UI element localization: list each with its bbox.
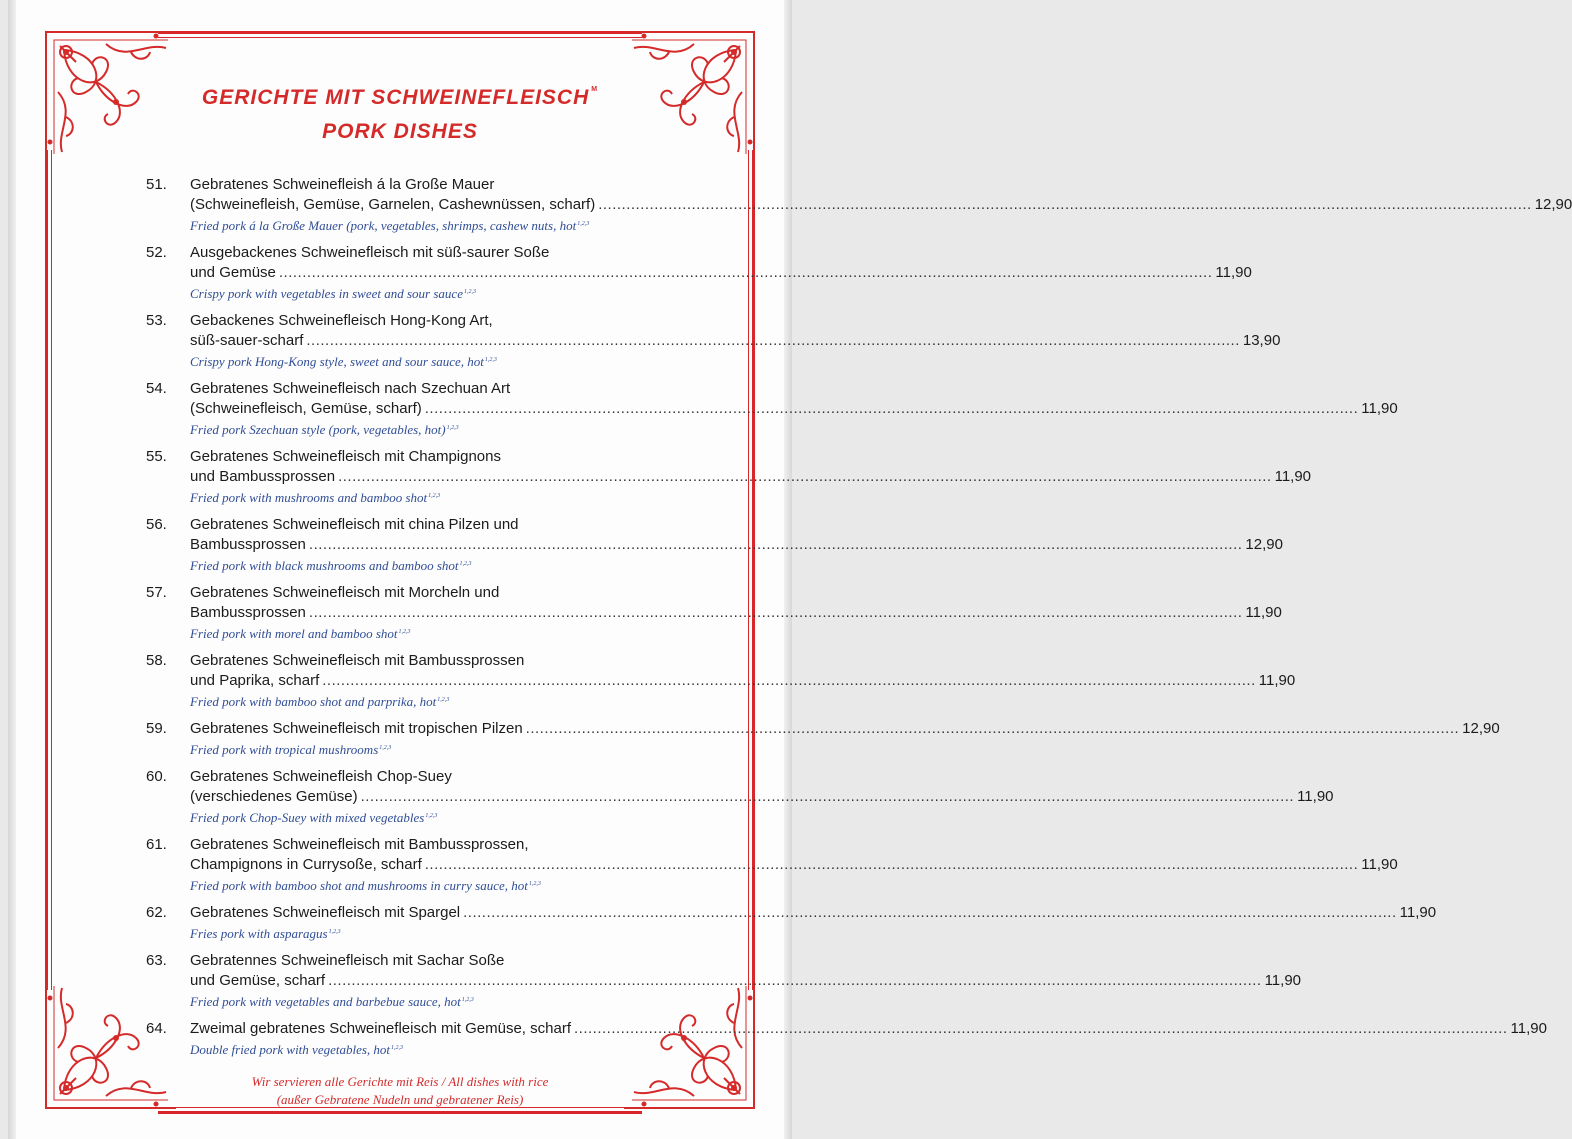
menu-item-allergen-note: 1,2,3: [425, 813, 438, 819]
menu-item-number: 61.: [146, 836, 167, 853]
menu-item-number: 52.: [146, 244, 167, 261]
menu-item-body: [190, 1019, 1547, 1059]
menu-item-line: [190, 767, 706, 787]
menu-item-leader-dots: ........................................................................................................................................................................................................: [525, 720, 1460, 737]
menu-item-price: 11,90: [1264, 972, 1302, 989]
menu-item-german-text: und Paprika, scharf: [190, 672, 320, 689]
menu-item-leader-dots: ........................................................................................................................................................................................................: [328, 972, 1262, 989]
menu-item-german-text: Gebratenes Schweinefleish á la Große Mauer: [190, 176, 495, 193]
menu-item-german-text: Gebratenes Schweinefleisch mit Bambussprossen,: [190, 836, 529, 853]
menu-item-price: 11,90: [1510, 1020, 1547, 1037]
menu-item-leader-dots: ........................................................................................................................................................................................................: [424, 856, 1359, 873]
menu-item-english: [190, 923, 706, 943]
menu-item-line: [190, 331, 1281, 351]
menu-item-leader-dots: ........................................................................................................................................................................................................: [306, 332, 1240, 349]
menu-item-english-text: Fried pork Chop-Suey with mixed vegetables: [190, 810, 425, 825]
menu-item-leader-dots: ........................................................................................................................................................................................................: [308, 536, 1243, 553]
menu-item-price: 11,90: [1245, 604, 1282, 621]
menu-item-line: [190, 175, 706, 195]
menu-item-leader-dots: ........................................................................................................................................................................................................: [322, 672, 1256, 689]
menu-item-price: 13,90: [1242, 332, 1281, 349]
menu-item-english-text: Crispy pork Hong-Kong style, sweet and sour sauce, hot: [190, 354, 484, 369]
menu-item-english-text: Fries pork with asparagus: [190, 926, 328, 941]
menu-item-body: [190, 311, 1281, 371]
menu-item: [146, 311, 1281, 371]
menu-item-english-text: Fried pork Szechuan style (pork, vegetables, hot): [190, 422, 446, 437]
menu-item-english-text: Fried pork á la Große Mauer (pork, vegetables, shrimps, cashew nuts, hot: [190, 218, 577, 233]
menu-item: [146, 767, 1334, 827]
menu-item-english-text: Fried pork with mushrooms and bamboo shot: [190, 490, 428, 505]
menu-item-number: 56.: [146, 516, 167, 533]
menu-item-number: 64.: [146, 1020, 167, 1037]
menu-list: [146, 175, 1572, 1067]
menu-item-english: [190, 991, 706, 1011]
menu-item-line: [190, 671, 1296, 691]
menu-item-english: [190, 807, 706, 827]
menu-item-line: [190, 263, 1252, 283]
menu-item-german-text: (Schweinefleish, Gemüse, Garnelen, Cashewnüssen, scharf): [190, 196, 596, 213]
menu-item-german-text: (Schweinefleisch, Gemüse, scharf): [190, 400, 422, 417]
menu-item-line: [190, 787, 1334, 807]
menu-item-allergen-note: 1,2,3: [437, 697, 450, 703]
menu-item-leader-dots: ........................................................................................................................................................................................................: [574, 1020, 1508, 1037]
menu-item-body: [190, 175, 1572, 235]
menu-item-line: [190, 311, 706, 331]
menu-item-price: 11,90: [1258, 672, 1296, 689]
menu-item-german-text: Bambussprossen: [190, 536, 306, 553]
menu-item-body: [190, 651, 1296, 711]
menu-item-number: 54.: [146, 380, 167, 397]
menu-item-german-text: (verschiedenes Gemüse): [190, 788, 358, 805]
menu-item-english-text: Fried pork with bamboo shot and parprika, hot: [190, 694, 437, 709]
menu-item-line: [190, 515, 706, 535]
menu-item-line: [190, 603, 1282, 623]
menu-item-allergen-note: 1,2,3: [577, 221, 590, 227]
menu-item: [146, 379, 1398, 439]
menu-item-allergen-note: 1,2,3: [428, 493, 441, 499]
menu-item-body: [190, 767, 1334, 827]
menu-item-number: 58.: [146, 652, 167, 669]
menu-item-price: 11,90: [1215, 264, 1252, 281]
menu-item-german-text: Ausgebackenes Schweinefleisch mit süß-saurer Soße: [190, 244, 550, 261]
menu-item-body: [190, 835, 1398, 895]
menu-item-price: 11,90: [1274, 468, 1312, 485]
page-title-english: PORK DISHES: [322, 120, 478, 143]
menu-item-line: [190, 855, 1398, 875]
menu-item-line: [190, 583, 706, 603]
title-mark: M: [591, 86, 599, 93]
frame-top-line: [158, 31, 642, 34]
menu-item-line: [190, 835, 706, 855]
menu-item-english-text: Fried pork with bamboo shot and mushrooms in curry sauce, hot: [190, 878, 528, 893]
menu-item-english: [190, 351, 706, 371]
menu-item-price: 11,90: [1361, 400, 1398, 417]
menu-item-number: 59.: [146, 720, 167, 737]
frame-left-line: [45, 150, 48, 990]
menu-item-german-text: Gebratenes Schweinefleisch mit Champignons: [190, 448, 501, 465]
menu-item-german-text: Gebratenes Schweinefleisch mit Spargel: [190, 904, 461, 921]
menu-item-body: [190, 951, 1302, 1011]
menu-item-price: 11,90: [1297, 788, 1334, 805]
page-edge-left: [8, 0, 16, 1139]
menu-item-body: [190, 379, 1398, 439]
menu-item-english-text: Fried pork with vegetables and barbebue sauce, hot: [190, 994, 461, 1009]
menu-item-german-text: süß-sauer-scharf: [190, 332, 304, 349]
menu-item-line: [190, 535, 1283, 555]
menu-item-english: [190, 215, 706, 235]
menu-item: [146, 903, 1437, 943]
menu-item-line: [190, 399, 1398, 419]
menu-item-body: [190, 719, 1500, 759]
menu-item-line: [190, 971, 1302, 991]
menu-item: [146, 719, 1500, 759]
menu-item-price: 11,90: [1361, 856, 1398, 873]
menu-item-german-text: Zweimal gebratenes Schweinefleisch mit Gemüse, scharf: [190, 1020, 571, 1037]
menu-item-allergen-note: 1,2,3: [461, 997, 474, 1003]
menu-item-price: 12,90: [1245, 536, 1283, 553]
menu-item-leader-dots: ........................................................................................................................................................................................................: [463, 904, 1397, 921]
menu-item-german-text: Gebratenes Schweinefleisch nach Szechuan Art: [190, 380, 511, 397]
menu-item-line: [190, 447, 706, 467]
menu-item: [146, 651, 1296, 711]
menu-item-leader-dots: ........................................................................................................................................................................................................: [308, 604, 1243, 621]
menu-item-german-text: Gebackenes Schweinefleisch Hong-Kong Art,: [190, 312, 493, 329]
menu-item-german-text: Gebratennes Schweinefleisch mit Sachar Soße: [190, 952, 505, 969]
menu-item-german-text: Gebratenes Schweinefleish Chop-Suey: [190, 768, 452, 785]
menu-item-german-text: Gebratenes Schweinefleisch mit Morcheln und: [190, 584, 500, 601]
menu-item-leader-dots: ........................................................................................................................................................................................................: [598, 196, 1532, 213]
menu-item-english: [190, 555, 706, 575]
menu-item-german-text: Gebratenes Schweinefleisch mit Bambussprossen: [190, 652, 525, 669]
menu-item-price: 12,90: [1534, 196, 1572, 213]
menu-item-body: [190, 903, 1437, 943]
menu-item-body: [190, 447, 1312, 507]
menu-item-german-text: Bambussprossen: [190, 604, 306, 621]
menu-item: [146, 1019, 1547, 1059]
menu-item-number: 62.: [146, 904, 167, 921]
menu-item-english: [190, 419, 706, 439]
menu-item-body: [190, 515, 1283, 575]
menu-item-body: [190, 583, 1282, 643]
menu-item-german-text: Champignons in Currysoße, scharf: [190, 856, 422, 873]
menu-item-german-text: und Gemüse, scharf: [190, 972, 326, 989]
menu-item-english-text: Fried pork with tropical mushrooms: [190, 742, 379, 757]
footer-exception-note: (außer Gebratene Nudeln und gebratener Reis): [276, 1092, 524, 1107]
page-edge-right: [784, 0, 792, 1139]
menu-item-english: [190, 283, 706, 303]
menu-item-leader-dots: ........................................................................................................................................................................................................: [278, 264, 1213, 281]
menu-page: [8, 0, 1572, 1139]
menu-item-english-text: Crispy pork with vegetables in sweet and sour sauce: [190, 286, 463, 301]
menu-item-leader-dots: ........................................................................................................................................................................................................: [360, 788, 1295, 805]
menu-item: [146, 447, 1312, 507]
menu-item-english: [190, 487, 706, 507]
menu-item-line: [190, 651, 706, 671]
page-title-german: [8, 86, 792, 110]
menu-item-line: [190, 195, 1572, 215]
menu-item: [146, 515, 1283, 575]
menu-item: [146, 243, 1252, 303]
menu-item-body: [190, 243, 1252, 303]
menu-item-line: [190, 951, 706, 971]
menu-item-allergen-note: 1,2,3: [459, 561, 472, 567]
menu-item-allergen-note: 1,2,3: [398, 629, 411, 635]
menu-item-line: [190, 243, 706, 263]
menu-item-allergen-note: 1,2,3: [379, 745, 392, 751]
menu-item-line: [190, 719, 1500, 739]
menu-item-leader-dots: ........................................................................................................................................................................................................: [338, 468, 1272, 485]
page-title-german-text: GERICHTE MIT SCHWEINEFLEISCH: [201, 86, 590, 109]
menu-item-allergen-note: 1,2,3: [528, 881, 541, 887]
menu-item-english: [190, 623, 706, 643]
menu-item-price: 11,90: [1399, 904, 1437, 921]
menu-item-line: [190, 467, 1312, 487]
menu-item-english-text: Fried pork with black mushrooms and bamboo shot: [190, 558, 459, 573]
menu-item-german-text: Gebratenes Schweinefleisch mit china Pilzen und: [190, 516, 519, 533]
menu-item-english-text: Fried pork with morel and bamboo shot: [190, 626, 398, 641]
menu-item-allergen-note: 1,2,3: [391, 1045, 404, 1051]
menu-item: [146, 835, 1398, 895]
menu-item-german-text: und Gemüse: [190, 264, 276, 281]
menu-item-number: 63.: [146, 952, 167, 969]
menu-item-price: 12,90: [1462, 720, 1500, 737]
menu-item-allergen-note: 1,2,3: [484, 357, 497, 363]
menu-item-leader-dots: ........................................................................................................................................................................................................: [424, 400, 1359, 417]
menu-item-english: [190, 875, 706, 895]
menu-item-english-text: Double fried pork with vegetables, hot: [190, 1042, 391, 1057]
menu-item: [146, 175, 1572, 235]
menu-item-allergen-note: 1,2,3: [328, 929, 341, 935]
menu-item: [146, 951, 1302, 1011]
menu-item-number: 57.: [146, 584, 167, 601]
menu-item-english: [190, 1039, 706, 1059]
footer-rice-note: Wir servieren alle Gerichte mit Reis / All dishes with rice: [251, 1074, 549, 1089]
frame-bottom-line: [158, 1111, 642, 1114]
frame-left-line-inner: [51, 150, 52, 990]
menu-item-german-text: Gebratenes Schweinefleisch mit tropischen Pilzen: [190, 720, 523, 737]
menu-item: [146, 583, 1282, 643]
menu-item-number: 55.: [146, 448, 167, 465]
menu-item-english: [190, 739, 706, 759]
menu-item-allergen-note: 1,2,3: [463, 289, 476, 295]
menu-item-german-text: und Bambussprossen: [190, 468, 336, 485]
menu-item-allergen-note: 1,2,3: [446, 425, 459, 431]
frame-top-line-inner: [158, 37, 642, 38]
menu-item-line: [190, 379, 706, 399]
menu-item-line: [190, 903, 1437, 923]
menu-item-number: 60.: [146, 768, 167, 785]
menu-item-english: [190, 691, 706, 711]
menu-item-number: 51.: [146, 176, 167, 193]
menu-item-line: [190, 1019, 1547, 1039]
menu-item-number: 53.: [146, 312, 167, 329]
